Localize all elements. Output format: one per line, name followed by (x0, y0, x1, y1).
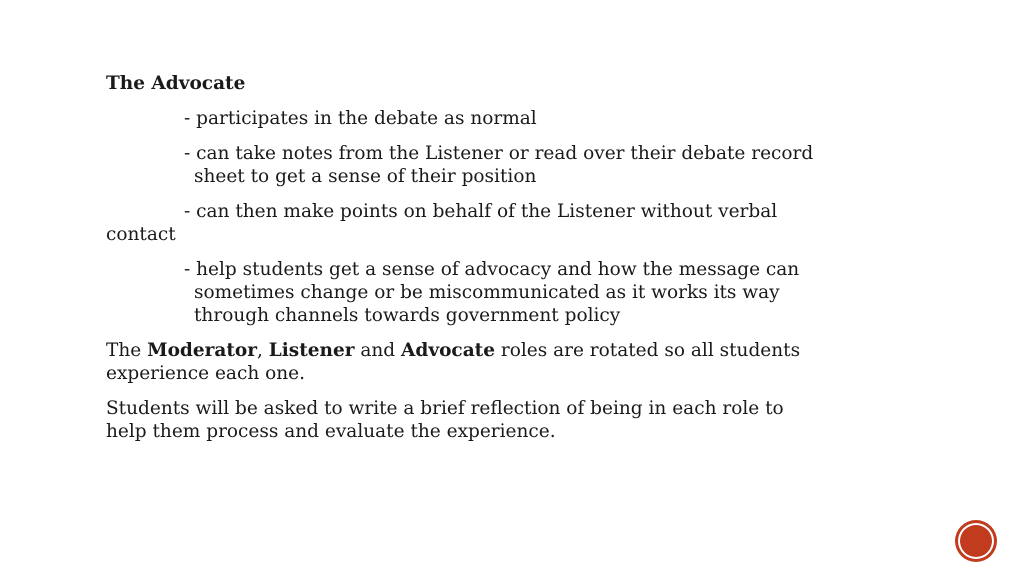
role-moderator: Moderator (147, 340, 257, 361)
slide-content (106, 72, 826, 455)
slide-heading: The Advocate (106, 73, 246, 94)
slide-number-circle-icon (958, 523, 994, 559)
reflection-paragraph: Students will be asked to write a brief reflection of being in each role to help them process and evaluate the experience. (106, 398, 784, 442)
bullet-item-wrapped (106, 200, 826, 246)
roles-paragraph: The Moderator, Listener and Advocate roles are rotated so all students experience each one. (106, 340, 801, 384)
bullet-item: - help students get a sense of advocacy and how the message can sometimes change or be miscommunicated as it works its way through channels towards government policy (184, 259, 800, 326)
bullet-item: - can take notes from the Listener or read over their debate record sheet to get a sense of their position (184, 143, 814, 187)
bullet-continuation: contact (106, 224, 176, 245)
role-listener: Listener (268, 340, 355, 361)
bullet-item: - participates in the debate as normal (184, 108, 537, 129)
role-advocate: Advocate (401, 340, 495, 361)
bullet-text: - can then make points on behalf of the Listener without verbal (184, 201, 778, 222)
